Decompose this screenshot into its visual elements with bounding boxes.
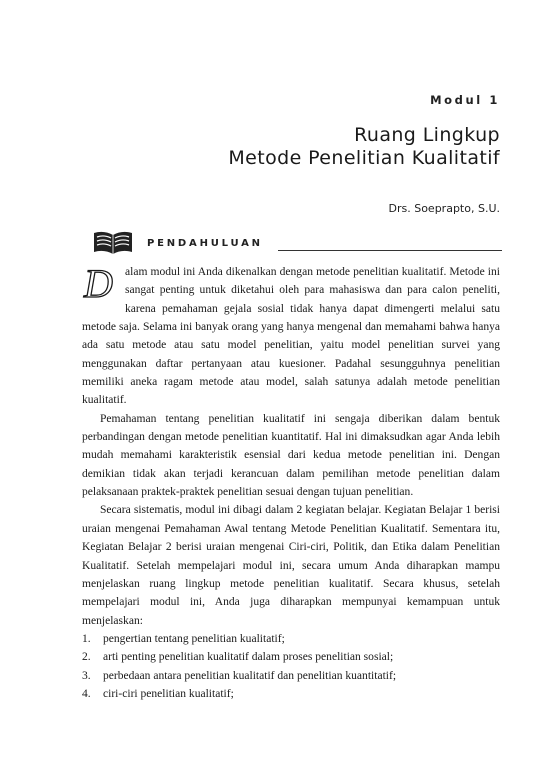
list-item: [82, 630, 500, 648]
body-text: [82, 263, 500, 703]
list-item-number: 4.: [82, 687, 91, 700]
paragraph-1-text: alam modul ini Anda dikenalkan dengan metode penelitian kualitatif. Metode ini sangat penting untuk diketahui oleh para mahasiswa dan para calon peneliti, karena pemahaman gejala sosial tidak hanya dapat dimengerti melalui satu metode saja. Selama ini banyak orang yang hanya mengenal dan memahami bahwa hanya ada satu metode atau satu model penelitian, yaitu model penelitian survei yang menggunakan daftar pertanyaan atau kuesioner. Padahal sesungguhnya penelitian memiliki aneka ragam metode atau model, salah satunya adalah metode penelitian kualitatif.: [82, 266, 500, 407]
drop-cap-letter: D: [84, 266, 113, 302]
drop-cap: [82, 266, 122, 302]
paragraph-2: Pemahaman tentang penelitian kualitatif ini sengaja diberikan dalam bentuk perbandingan dengan metode penelitian kuantitatif. Hal ini dimaksudkan agar Anda lebih mudah memahami karakteristik esensial dari kedua metode penelitian ini. Dengan demikian tidak akan terjadi kerancuan dalam pemilihan metode penelitian dalam pelaksanaan praktek-praktek penelitian sesuai dengan tujuan penelitian.: [82, 412, 500, 499]
list-item-text: ciri-ciri penelitian kualitatif;: [103, 687, 234, 700]
list-item: [82, 667, 500, 685]
paragraph-1: [82, 263, 500, 410]
open-book-icon: [92, 229, 134, 255]
module-title-line-1: Ruang Lingkup: [354, 124, 500, 146]
module-title-line-2: Metode Penelitian Kualitatif: [228, 147, 500, 169]
list-item-text: perbedaan antara penelitian kualitatif dan penelitian kuantitatif;: [103, 669, 397, 682]
list-item: [82, 685, 500, 703]
module-label: Modul 1: [430, 93, 500, 107]
list-item-number: 3.: [82, 669, 91, 682]
section-divider: [278, 250, 502, 251]
list-item-text: arti penting penelitian kualitatif dalam proses penelitian sosial;: [103, 651, 394, 664]
paragraph-3: Secara sistematis, modul ini dibagi dalam 2 kegiatan belajar. Kegiatan Belajar 1 berisi uraian mengenai Pemahaman Awal tentang Metode Penelitian Kualitatif. Sementara itu, Kegiatan Belajar 2 berisi uraian mengenai Ciri-ciri, Politik, dan Etika dalam Penelitian Kualitatif. Setelah mempelajari modul ini, secara umum Anda diharapkan mampu menjelaskan ruang lingkup metode penelitian kualitatif. Secara khusus, setelah mempelajari modul ini, Anda juga diharapkan mempunyai kemampuan untuk menjelaskan:: [82, 504, 500, 627]
author-name: Drs. Soeprapto, S.U.: [388, 202, 500, 215]
objectives-list: [82, 630, 500, 703]
section-header: [92, 229, 502, 255]
section-heading: PENDAHULUAN: [147, 238, 263, 249]
list-item-number: 1.: [82, 632, 91, 645]
list-item-number: 2.: [82, 651, 91, 664]
list-item: [82, 648, 500, 666]
list-item-text: pengertian tentang penelitian kualitatif;: [103, 632, 285, 645]
